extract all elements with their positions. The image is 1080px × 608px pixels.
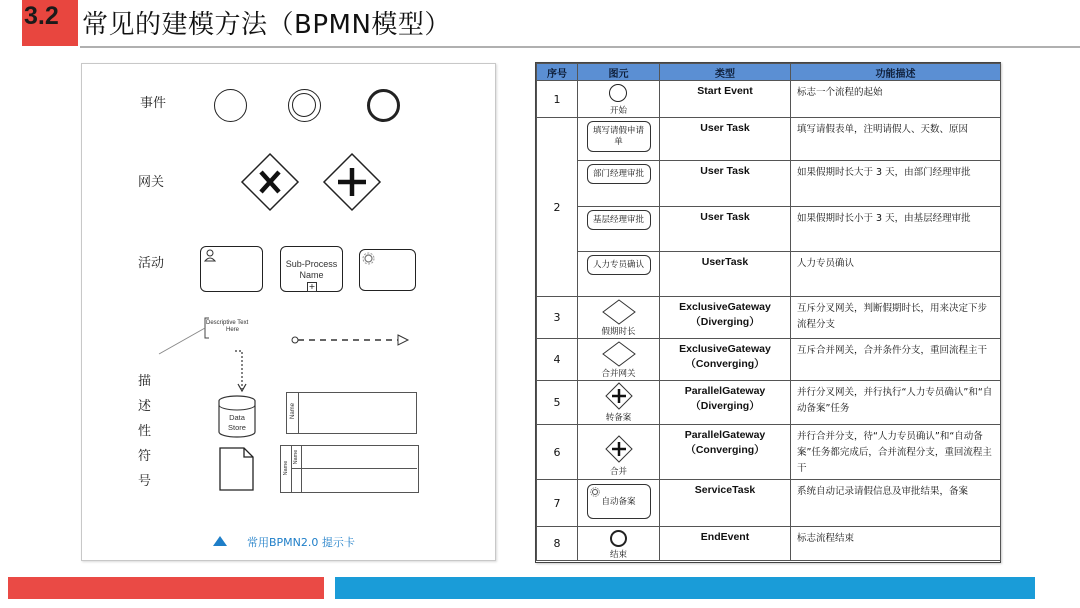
- type-cell: [660, 339, 791, 381]
- type-cell: ServiceTask: [660, 480, 791, 527]
- header-type: 类型: [660, 64, 791, 81]
- table-row: [537, 118, 1001, 161]
- describe-char-2: 述: [138, 399, 152, 414]
- type-cell: UserTask: [660, 252, 791, 297]
- footer-bar-red: [8, 577, 324, 599]
- annotation-text-line1: Descriptive Text: [206, 320, 249, 326]
- seq-cell: 2: [537, 118, 578, 297]
- exclusive-gateway-icon: [240, 152, 300, 212]
- type-line2: （Converging）: [685, 358, 765, 370]
- type-cell: Start Event: [660, 81, 791, 118]
- icon-caption: 转备案: [605, 413, 632, 423]
- type-cell: [660, 381, 791, 425]
- icon-cell: [578, 252, 660, 297]
- end-event-icon: [610, 530, 627, 547]
- footer-bar-blue: [335, 577, 1035, 599]
- gear-icon: [590, 487, 600, 497]
- desc-cell: 标志一个流程的起始: [791, 81, 1001, 118]
- desc-cell: 系统自动记录请假信息及审批结果，备案: [791, 480, 1001, 527]
- bpmn-element-table: [535, 62, 1001, 563]
- type-cell: [660, 425, 791, 480]
- icon-caption: 结束: [609, 550, 627, 560]
- describe-char-5: 号: [138, 474, 152, 489]
- seq-cell: 7: [537, 480, 578, 527]
- table-header-row: [537, 64, 1001, 81]
- table-row: [537, 252, 1001, 297]
- pool-shape: [286, 392, 417, 434]
- task-label: 基层经理审批: [592, 215, 644, 225]
- header-description: 功能描述: [791, 64, 1001, 81]
- user-task-icon: [587, 210, 651, 230]
- task-label: 填写请假申请单: [592, 126, 644, 147]
- seq-cell: 5: [537, 381, 578, 425]
- header-element: 图元: [578, 64, 660, 81]
- activity-label: 活动: [138, 256, 165, 271]
- start-event-icon: [609, 84, 627, 102]
- icon-cell: [578, 381, 660, 425]
- event-label: 事件: [140, 96, 167, 111]
- type-line2: （Converging）: [685, 444, 765, 456]
- desc-cell: 如果假期时长小于 3 天，由基层经理审批: [791, 207, 1001, 252]
- section-number: 3.2: [24, 2, 59, 30]
- service-task-icon: [587, 484, 651, 519]
- end-event-icon: [367, 89, 400, 122]
- caption-triangle-icon: [212, 535, 228, 547]
- intermediate-event-icon: [288, 89, 321, 122]
- seq-cell: 1: [537, 81, 578, 118]
- lane-pool-name: Name: [283, 460, 289, 476]
- table-row: [537, 527, 1001, 561]
- bpmn-reference-card: [81, 63, 496, 561]
- icon-cell: [578, 527, 660, 561]
- type-line1: ExclusiveGateway: [679, 343, 771, 355]
- task-label: 人力专员确认: [592, 260, 644, 270]
- annotation-text-line2: Here: [226, 327, 240, 333]
- association-arrow-icon: [232, 349, 252, 394]
- seq-cell: 8: [537, 527, 578, 561]
- subprocess-name-line2: Name: [299, 270, 324, 280]
- seq-cell: 3: [537, 297, 578, 339]
- task-label: 自动备案: [601, 497, 636, 507]
- icon-cell: [578, 81, 660, 118]
- table-row: [537, 480, 1001, 527]
- table-row: [537, 425, 1001, 480]
- icon-caption: 合并网关: [601, 369, 636, 379]
- type-cell: EndEvent: [660, 527, 791, 561]
- describe-char-1: 描: [138, 374, 152, 389]
- seq-cell: 4: [537, 339, 578, 381]
- type-line2: （Diverging）: [690, 316, 760, 328]
- page-title: 常见的建模方法（BPMN模型）: [82, 10, 451, 40]
- desc-cell: 并行分叉网关，并行执行“人力专员确认”和“自动备案”任务: [791, 381, 1001, 425]
- type-cell: User Task: [660, 207, 791, 252]
- type-line1: ParallelGateway: [684, 385, 766, 397]
- element-table: [536, 63, 1001, 561]
- user-task-icon: [587, 121, 651, 152]
- user-icon: [203, 248, 217, 262]
- icon-cell: [578, 297, 660, 339]
- table-row: [537, 207, 1001, 252]
- parallel-gateway-icon: [605, 435, 633, 463]
- table-row: [537, 297, 1001, 339]
- parallel-gateway-icon: [605, 382, 633, 410]
- type-line1: ParallelGateway: [684, 429, 766, 441]
- card-caption: 常用BPMN2.0 提示卡: [247, 536, 355, 549]
- icon-cell: [578, 425, 660, 480]
- header-seq: 序号: [537, 64, 578, 81]
- icon-cell: [578, 161, 660, 207]
- type-line2: （Diverging）: [690, 400, 760, 412]
- data-store-line1: Data: [229, 413, 245, 422]
- type-line1: ExclusiveGateway: [679, 301, 771, 313]
- start-event-icon: [214, 89, 247, 122]
- desc-cell: 人力专员确认: [791, 252, 1001, 297]
- icon-caption: 合并: [609, 467, 627, 477]
- message-flow-icon: [290, 332, 415, 348]
- pool-with-lanes-shape: [280, 445, 419, 493]
- pool-name: Name: [290, 403, 296, 420]
- lane-name: Name: [293, 449, 299, 465]
- desc-cell: 填写请假表单，注明请假人、天数、原因: [791, 118, 1001, 161]
- table-row: [537, 381, 1001, 425]
- gateway-label: 网关: [138, 175, 165, 190]
- desc-cell: 如果假期时长大于 3 天，由部门经理审批: [791, 161, 1001, 207]
- desc-cell: 互斥合并网关，合并条件分支，重回流程主干: [791, 339, 1001, 381]
- title-divider: [80, 46, 1080, 48]
- desc-cell: 标志流程结束: [791, 527, 1001, 561]
- collapse-marker-icon: +: [308, 282, 316, 291]
- task-label: 部门经理审批: [592, 169, 644, 179]
- table-row: [537, 161, 1001, 207]
- icon-cell: [578, 118, 660, 161]
- section-badge: [22, 0, 78, 46]
- data-object-icon: [218, 446, 256, 492]
- type-cell: User Task: [660, 118, 791, 161]
- desc-cell: 并行合并分支，待“人力专员确认”和“自动备案”任务都完成后，合并流程分支，重回流程主干: [791, 425, 1001, 480]
- icon-cell: [578, 480, 660, 527]
- seq-cell: 6: [537, 425, 578, 480]
- parallel-gateway-icon: [322, 152, 382, 212]
- describe-char-4: 符: [138, 449, 152, 464]
- subprocess-shape: [280, 246, 343, 292]
- describe-char-3: 性: [138, 424, 152, 439]
- exclusive-gateway-icon: [602, 299, 636, 325]
- icon-caption: 假期时长: [601, 327, 636, 337]
- type-cell: [660, 297, 791, 339]
- subprocess-name-line1: Sub-Process: [285, 259, 338, 269]
- table-row: [537, 81, 1001, 118]
- data-store-line2: Store: [228, 423, 246, 432]
- icon-cell: [578, 207, 660, 252]
- service-task-shape: [359, 249, 416, 291]
- icon-cell: [578, 339, 660, 381]
- exclusive-gateway-icon: [602, 341, 636, 367]
- type-cell: User Task: [660, 161, 791, 207]
- user-task-shape: [200, 246, 263, 292]
- user-task-icon: [587, 255, 651, 275]
- table-row: [537, 339, 1001, 381]
- desc-cell: 互斥分叉网关，判断假期时长，用来决定下步流程分支: [791, 297, 1001, 339]
- icon-caption: 开始: [609, 106, 627, 116]
- gear-icon: [362, 252, 375, 265]
- user-task-icon: [587, 164, 651, 184]
